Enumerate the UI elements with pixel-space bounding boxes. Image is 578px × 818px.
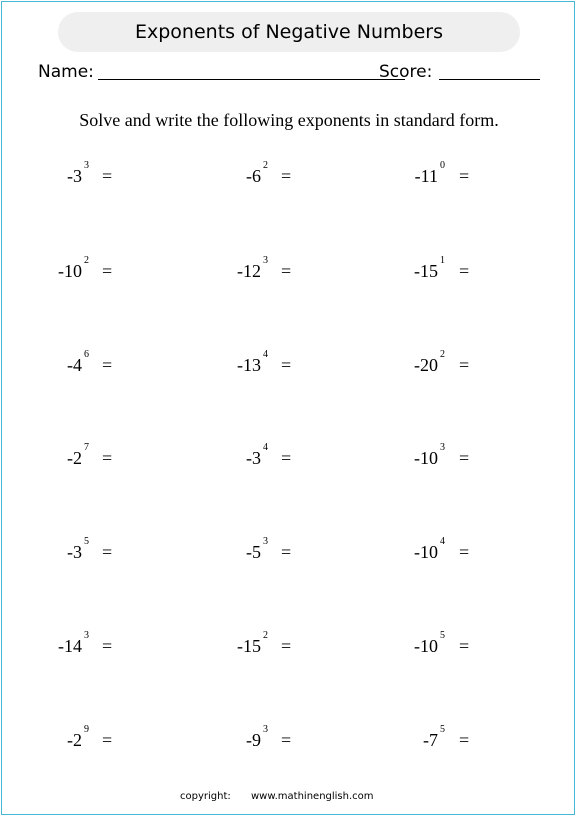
problem-base: -10 [414, 636, 438, 656]
problem-exponent: 2 [263, 630, 268, 641]
problem-exponent: 6 [84, 349, 89, 360]
problem-base: -14 [58, 636, 82, 656]
problem-exponent: 3 [440, 442, 445, 453]
problem-exponent: 2 [440, 349, 445, 360]
equals-sign: = [459, 261, 470, 281]
equals-sign: = [102, 355, 113, 375]
exponent-problem [0, 442, 445, 470]
problem-exponent: 7 [84, 442, 89, 453]
exponent-problem [0, 536, 445, 564]
problem-exponent: 5 [440, 724, 445, 735]
equals-sign: = [281, 355, 292, 375]
equals-sign: = [281, 166, 292, 186]
worksheet-title: Exponents of Negative Numbers [135, 21, 443, 43]
name-answer-line[interactable] [98, 79, 405, 80]
problem-base: -5 [246, 542, 261, 562]
equals-sign: = [459, 166, 470, 186]
problem-exponent: 0 [440, 160, 445, 171]
problem-base: -2 [67, 730, 82, 750]
problem-base: -3 [67, 542, 82, 562]
instructions: Solve and write the following exponents in standard form. [79, 110, 499, 130]
problem-exponent: 3 [84, 630, 89, 641]
problem-base: -4 [67, 355, 82, 375]
equals-sign: = [281, 261, 292, 281]
problem-base: -13 [237, 355, 261, 375]
equals-sign: = [281, 730, 292, 750]
problem-base: -11 [414, 166, 438, 186]
problem-base: -3 [246, 448, 261, 468]
name-score-row [38, 60, 546, 88]
problem-exponent: 2 [263, 160, 268, 171]
problem-base: -10 [414, 542, 438, 562]
equals-sign: = [459, 730, 470, 750]
problem-base: -6 [246, 166, 261, 186]
equals-sign: = [102, 542, 113, 562]
equals-sign: = [459, 448, 470, 468]
problem-base: -7 [423, 730, 438, 750]
problem-exponent: 4 [263, 349, 268, 360]
equals-sign: = [281, 636, 292, 656]
problem-base: -20 [414, 355, 438, 375]
equals-sign: = [102, 261, 113, 281]
problem-base: -12 [237, 261, 261, 281]
problem-base: -10 [58, 261, 82, 281]
score-answer-line[interactable] [439, 79, 540, 80]
problem-exponent: 5 [440, 630, 445, 641]
exponent-problem [0, 349, 445, 377]
problem-base: -10 [414, 448, 438, 468]
problem-base: -3 [67, 166, 82, 186]
problem-exponent: 3 [263, 536, 268, 547]
equals-sign: = [281, 448, 292, 468]
name-label: Name: [38, 62, 94, 82]
problem-exponent: 2 [84, 255, 89, 266]
problem-exponent: 9 [84, 724, 89, 735]
score-label: Score: [379, 62, 433, 82]
problem-exponent: 4 [440, 536, 445, 547]
exponent-problem [0, 255, 445, 283]
problem-exponent: 3 [263, 724, 268, 735]
equals-sign: = [459, 355, 470, 375]
problem-exponent: 5 [84, 536, 89, 547]
website-url: www.mathinenglish.com [251, 791, 374, 802]
equals-sign: = [281, 542, 292, 562]
equals-sign: = [102, 636, 113, 656]
problem-base: -15 [237, 636, 261, 656]
equals-sign: = [102, 730, 113, 750]
equals-sign: = [459, 636, 470, 656]
equals-sign: = [102, 166, 113, 186]
problem-exponent: 3 [263, 255, 268, 266]
exponent-problem [0, 630, 445, 658]
problem-exponent: 4 [263, 442, 268, 453]
copyright-label: copyright: [180, 791, 231, 802]
problem-exponent: 3 [84, 160, 89, 171]
equals-sign: = [459, 542, 470, 562]
problem-exponent: 1 [440, 255, 445, 266]
problem-base: -15 [414, 261, 438, 281]
problem-base: -2 [67, 448, 82, 468]
exponent-problem [0, 724, 445, 752]
worksheet-title-banner [58, 12, 520, 52]
exponent-problem [0, 160, 445, 188]
equals-sign: = [102, 448, 113, 468]
problem-base: -9 [246, 730, 261, 750]
